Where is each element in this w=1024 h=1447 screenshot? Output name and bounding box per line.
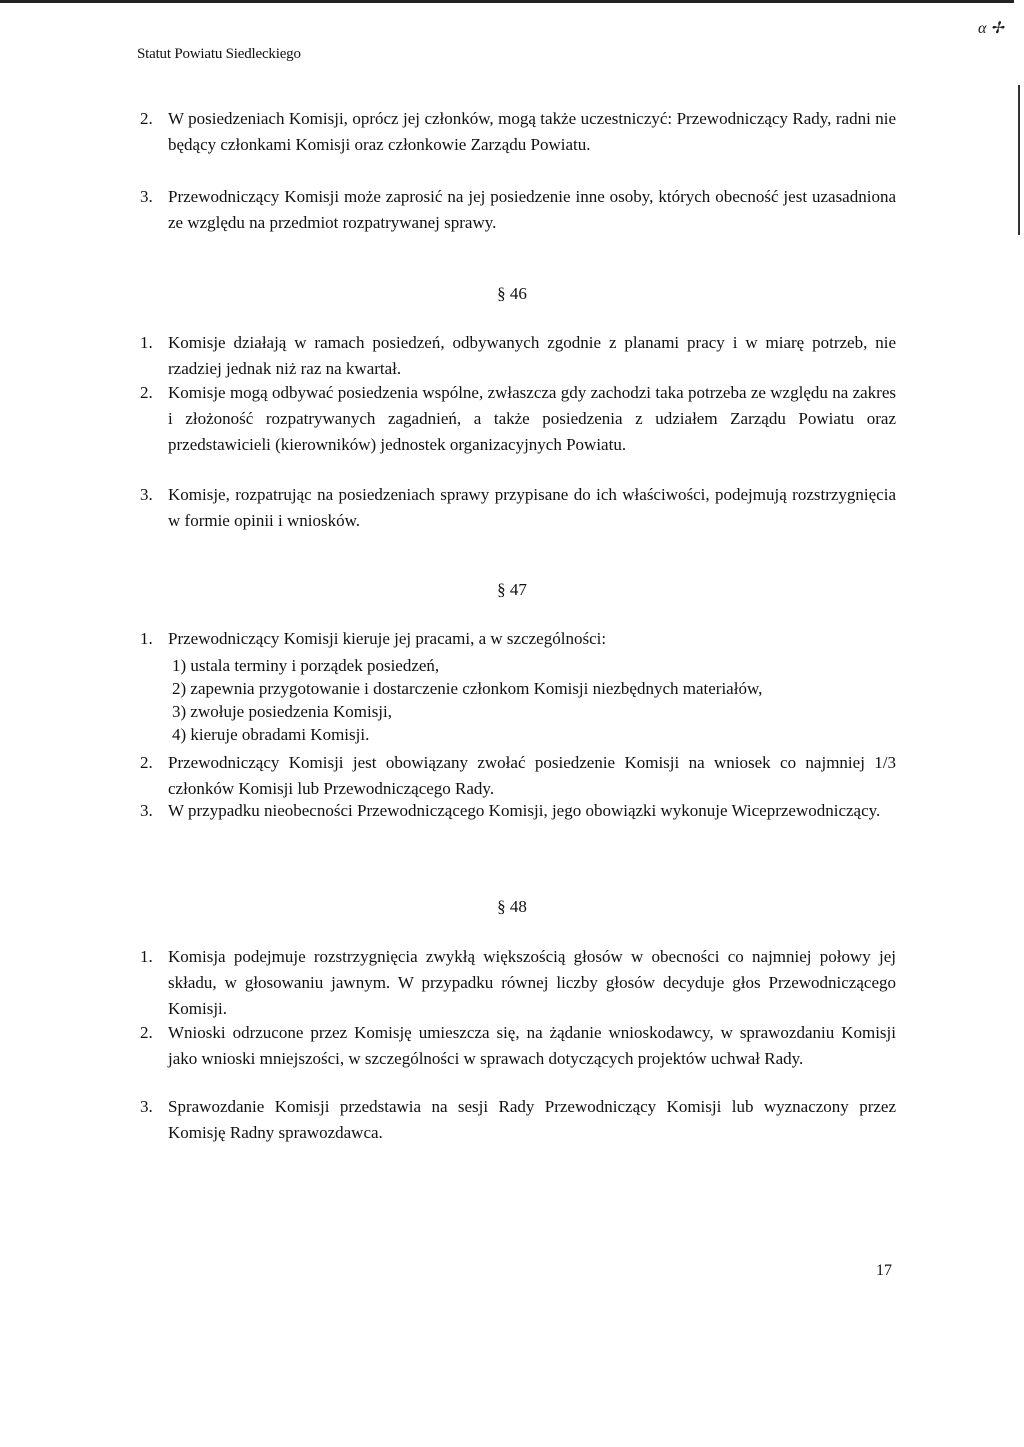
paragraph-text: Przewodniczący Komisji może zaprosić na jej posiedzenie inne osoby, których obecność jest uzasadniona ze względu na przedmiot rozpatrywanej sprawy. (168, 187, 896, 232)
list-item: 3) zwołuje posiedzenia Komisji, (172, 702, 393, 721)
paragraph-text: W przypadku nieobecności Przewodniczącego Komisji, jego obowiązki wykonuje Wiceprzewodniczący. (168, 801, 881, 820)
document-header: Statut Powiatu Siedleckiego (137, 46, 301, 62)
paragraph-number: 2. (140, 383, 153, 402)
paragraph-text: Komisje działają w ramach posiedzeń, odbywanych zgodnie z planami pracy i w miarę potrzeb, nie rzadziej jednak niż raz na kwartał. (168, 333, 896, 378)
paragraph-number: 1. (140, 629, 153, 648)
paragraph-number: 2. (140, 109, 153, 128)
enumerated-list (172, 654, 762, 746)
section-title-47: § 47 (497, 580, 527, 599)
paragraph (140, 750, 896, 802)
paragraph-number: 1. (140, 947, 153, 966)
paragraph-number: 1. (140, 333, 153, 352)
paragraph-number: 2. (140, 753, 153, 772)
paragraph-text: Sprawozdanie Komisji przedstawia na sesji Rady Przewodniczący Komisji lub wyznaczony przez Komisję Radny sprawozdawca. (168, 1097, 896, 1142)
paragraph-number: 3. (140, 485, 153, 504)
paragraph-text: Komisja podejmuje rozstrzygnięcia zwykłą większością głosów w obecności co najmniej połowy jej składu, w głosowaniu jawnym. W przypadku równej liczby głosów decyduje głos Przewodniczącego Komisji. (168, 947, 896, 1018)
paragraph (140, 798, 896, 824)
scan-side-edge (1018, 85, 1020, 235)
paragraph (140, 1094, 896, 1146)
list-item: 2) zapewnia przygotowanie i dostarczenie członkom Komisji niezbędnych materiałów, (172, 679, 763, 698)
paragraph-text: Komisje mogą odbywać posiedzenia wspólne, zwłaszcza gdy zachodzi taka potrzeba ze względu na zakres i złożoność rozpatrywanych zagadnień, a także posiedzenia z udziałem Zarządu Powiatu oraz przedstawicieli (kierowników) jednostek organizacyjnych Powiatu. (168, 383, 896, 454)
paragraph-number: 3. (140, 187, 153, 206)
paragraph-number: 3. (140, 1097, 153, 1116)
scan-top-edge (0, 0, 1014, 3)
list-item: 4) kieruje obradami Komisji. (172, 725, 370, 744)
section-title-48: § 48 (497, 897, 527, 916)
paragraph (140, 482, 896, 534)
paragraph (140, 626, 896, 652)
paragraph-text: Przewodniczący Komisji kieruje jej pracami, a w szczególności: (168, 629, 607, 648)
paragraph (140, 1020, 896, 1072)
paragraph-number: 3. (140, 801, 153, 820)
paragraph-text: W posiedzeniach Komisji, oprócz jej członków, mogą także uczestniczyć: Przewodniczący Rady, radni nie będący członkami Komisji oraz członkowie Zarządu Powiatu. (168, 109, 896, 154)
paragraph-text: Przewodniczący Komisji jest obowiązany zwołać posiedzenie Komisji na wniosek co najmniej 1/3 członków Komisji lub Przewodniczącego Rady. (168, 753, 896, 798)
paragraph (140, 330, 896, 382)
paragraph-number: 2. (140, 1023, 153, 1042)
paragraph (140, 106, 896, 158)
paragraph-text: Wnioski odrzucone przez Komisję umieszcza się, na żądanie wnioskodawcy, w sprawozdaniu Komisji jako wnioski mniejszości, w szczególności w sprawach dotyczących projektów uchwał Rady. (168, 1023, 896, 1068)
paragraph (140, 944, 896, 1022)
list-item: 1) ustala terminy i porządek posiedzeń, (172, 656, 440, 675)
section-title-46: § 46 (497, 284, 527, 303)
handwritten-mark: α ✢ (978, 20, 1004, 37)
page-number: 17 (876, 1262, 892, 1279)
paragraph-text: Komisje, rozpatrując na posiedzeniach sprawy przypisane do ich właściwości, podejmują rozstrzygnięcia w formie opinii i wniosków. (168, 485, 896, 530)
paragraph (140, 184, 896, 236)
paragraph (140, 380, 896, 458)
